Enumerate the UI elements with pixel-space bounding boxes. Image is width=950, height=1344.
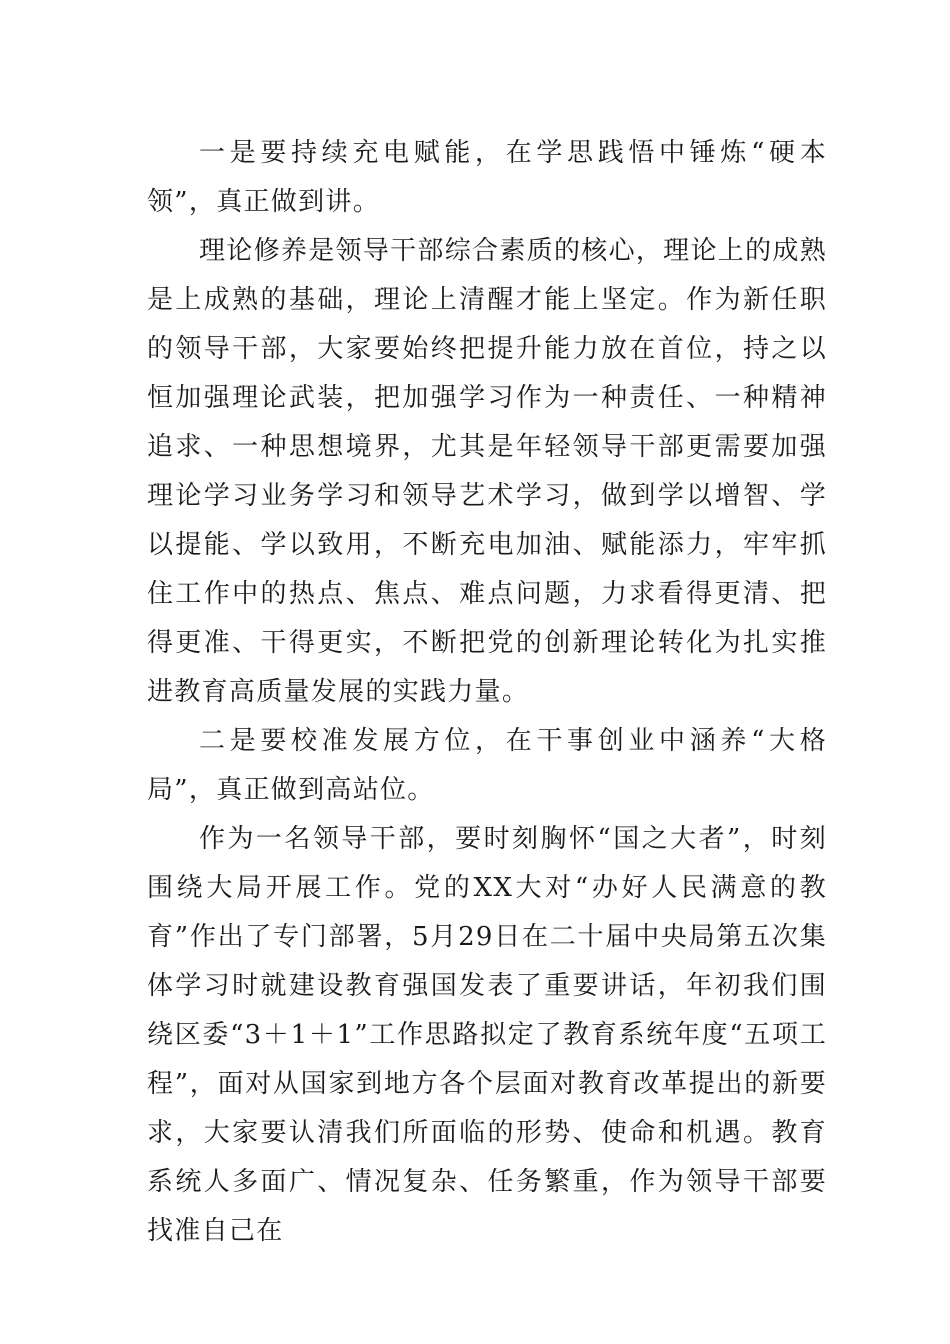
paragraph-1-heading: 一是要持续充电赋能，在学思践悟中锤炼“硬本领”，真正做到讲。 — [147, 138, 827, 217]
paragraph-4-leadership: 作为一名领导干部，要时刻胸怀“国之大者”，时刻围绕大局开展工作。党的XX大对“办好人民满意的教育”作出了专门部署，5月29日在二十届中央局第五次集体学习时就建设教育强国发表了重要讲话，年初我们围绕区委“3＋1＋1”工作思路拟定了教育系统年度“五项工程”，面对从国家到地方各个层面对教育改革提出的新要求，大家要认清我们所面临的形势、使命和机遇。教育系统人多面广、情况复杂、任务繁重，作为领导干部要找准自己在 — [147, 824, 827, 1246]
paragraph-3-heading: 二是要校准发展方位，在干事创业中涵养“大格局”，真正做到高站位。 — [147, 726, 827, 805]
paragraph-2-theory: 理论修养是领导干部综合素质的核心，理论上的成熟是上成熟的基础，理论上清醒才能上坚定。作为新任职的领导干部，大家要始终把提升能力放在首位，持之以恒加强理论武装，把加强学习作为一种责任、一种精神追求、一种思想境界，尤其是年轻领导干部更需要加强理论学习业务学习和领导艺术学习，做到学以增智、学以提能、学以致用，不断充电加油、赋能添力，牢牢抓住工作中的热点、焦点、难点问题，力求看得更清、把得更准、干得更实，不断把党的创新理论转化为扎实推进教育高质量发展的实践力量。 — [147, 236, 827, 707]
document-body — [147, 129, 827, 1256]
